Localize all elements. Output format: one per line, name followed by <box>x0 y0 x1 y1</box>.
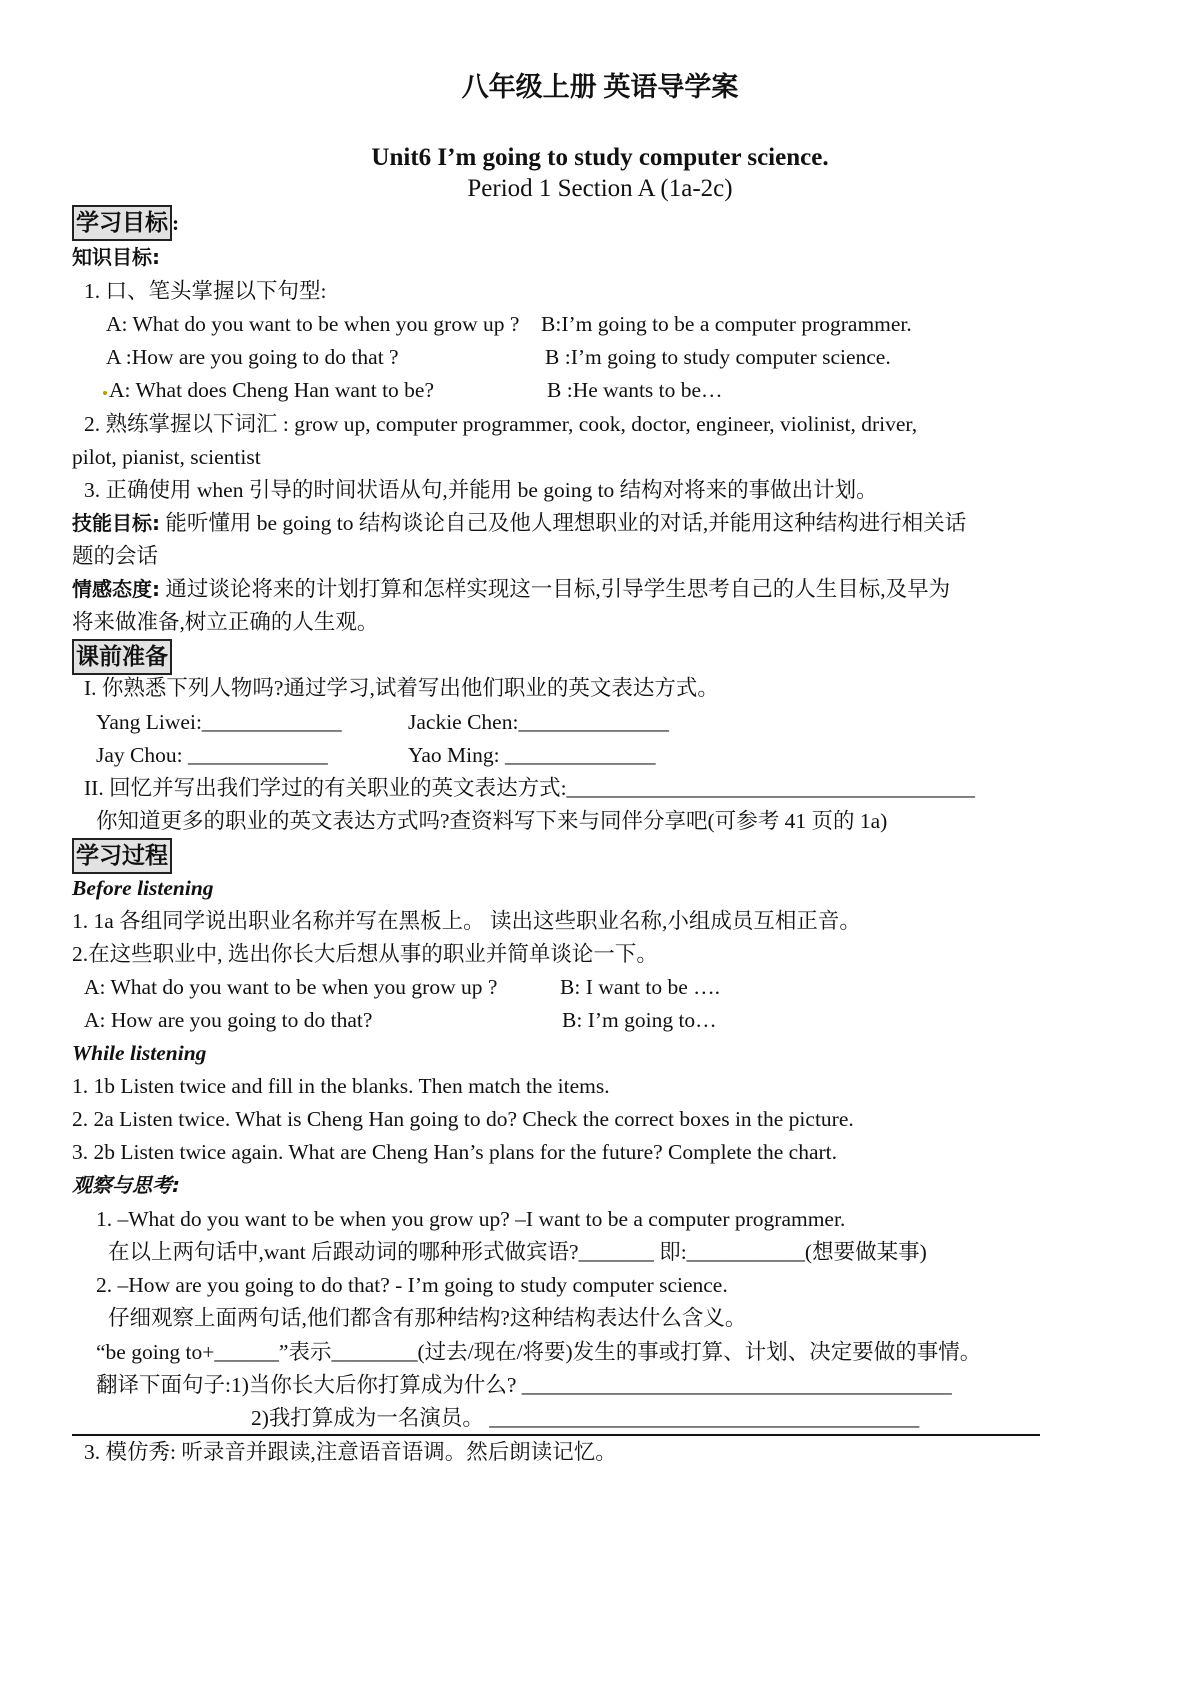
objective-item-2: 2. 熟练掌握以下词汇 : grow up, computer programmer, cook, doctor, engineer, violinist, driver, <box>84 412 918 436</box>
unit-title: Unit6 I’m going to study computer science. <box>371 144 829 171</box>
prep-heading: 课前准备 <box>72 639 172 675</box>
observe-item-3: 3. 模仿秀: 听录音并跟读,注意语音语调。然后朗读记忆。 <box>84 1440 617 1464</box>
skill-cont: 题的会话 <box>72 544 159 568</box>
prep-item-1: I. 你熟悉下列人物吗?通过学习,试着写出他们职业的英文表达方式。 <box>84 676 719 700</box>
prep-heading-row <box>72 639 172 675</box>
person-jackie-chen: Jackie Chen:______________ <box>408 710 669 734</box>
attitude-cont: 将来做准备,树立正确的人生观。 <box>72 610 379 634</box>
be-going-to-rule: “be going to+______”表示________(过去/现在/将要)发生的事或打算、计划、决定要做的事情。 <box>96 1340 982 1364</box>
person-yang-liwei: Yang Liwei:_____________ <box>96 710 342 734</box>
objectives-heading: 学习目标 <box>72 205 172 241</box>
attitude-label: 情感态度: <box>72 577 160 601</box>
skill-text: 能听懂用 be going to 结构谈论自己及他人理想职业的对话,并能用这种结构进行相关话 <box>160 511 967 535</box>
period-title: Period 1 Section A (1a-2c) <box>467 175 733 202</box>
before-listening-label: Before listening <box>72 876 214 900</box>
while-listening-label: While listening <box>72 1041 207 1065</box>
dialog-2b: B: I’m going to… <box>562 1008 717 1032</box>
objective-item-3: 3. 正确使用 when 引导的时间状语从句,并能用 be going to 结构对将来的事做出计划。 <box>84 478 878 502</box>
prep-item-2-cont: 你知道更多的职业的英文表达方式吗?查资料写下来与同伴分享吧(可参考 41 页的 1a) <box>96 809 888 833</box>
dialog-2a: A: How are you going to do that? <box>84 1008 373 1032</box>
sentence-2b: B :I’m going to study computer science. <box>545 345 891 369</box>
process-heading: 学习过程 <box>72 838 172 874</box>
translate-item-2: 2)我打算成为一名演员。 ________________________________________ <box>251 1406 920 1430</box>
dialog-1a: A: What do you want to be when you grow up ? <box>84 975 498 999</box>
sentence-3b: B :He wants to be… <box>547 378 723 402</box>
observe-item-1: 1. –What do you want to be when you grow up? –I want to be a computer programmer. <box>96 1207 846 1231</box>
observe-item-2: 2. –How are you going to do that? - I’m going to study computer science. <box>96 1273 728 1297</box>
sentence-1b: B:I’m going to be a computer programmer. <box>541 312 912 336</box>
observe-question-2: 仔细观察上面两句话,他们都含有那种结构?这种结构表达什么含义。 <box>108 1306 747 1330</box>
before-item-2: 2.在这些职业中, 选出你长大后想从事的职业并简单谈论一下。 <box>72 942 658 966</box>
translate-item-1: 翻译下面句子:1)当你长大后你打算成为什么? ________________________________________ <box>96 1373 952 1397</box>
skill-row <box>72 508 966 538</box>
divider-line <box>72 1434 1040 1436</box>
attitude-text: 通过谈论将来的计划打算和怎样实现这一目标,引导学生思考自己的人生目标,及早为 <box>160 577 951 601</box>
while-item-2: 2. 2a Listen twice. What is Cheng Han going to do? Check the correct boxes in the picture. <box>72 1107 854 1131</box>
objective-item-1: 1. 口、笔头掌握以下句型: <box>84 279 327 303</box>
sentence-1a: A: What do you want to be when you grow up ? <box>106 312 520 336</box>
knowledge-label: 知识目标: <box>72 245 160 269</box>
process-heading-row <box>72 838 172 874</box>
person-jay-chou: Jay Chou: _____________ <box>96 743 328 767</box>
skill-label: 技能目标: <box>72 511 160 535</box>
objective-item-2-cont: pilot, pianist, scientist <box>72 445 261 469</box>
attitude-row <box>72 574 950 604</box>
sentence-3a: A: What does Cheng Han want to be? <box>109 378 435 402</box>
observe-label: 观察与思考: <box>72 1173 180 1197</box>
objectives-heading-row: 学习目标 : <box>72 205 179 241</box>
before-item-1: 1. 1a 各组同学说出职业名称并写在黑板上。 读出这些职业名称,小组成员互相正音。 <box>72 909 861 933</box>
observe-question-1: 在以上两句话中,want 后跟动词的哪种形式做宾语?_______ 即:___________(想要做某事) <box>108 1240 927 1264</box>
sentence-2a: A :How are you going to do that ? <box>106 345 399 369</box>
ink-dot-mark <box>103 391 107 395</box>
while-item-1: 1. 1b Listen twice and fill in the blanks. Then match the items. <box>72 1074 610 1098</box>
while-item-3: 3. 2b Listen twice again. What are Cheng Han’s plans for the future? Complete the chart. <box>72 1140 837 1164</box>
page-title: 八年级上册 英语导学案 <box>461 72 739 102</box>
dialog-1b: B: I want to be …. <box>560 975 721 999</box>
person-yao-ming: Yao Ming: ______________ <box>408 743 656 767</box>
prep-item-2: II. 回忆并写出我们学过的有关职业的英文表达方式:______________________________________ <box>84 776 976 800</box>
